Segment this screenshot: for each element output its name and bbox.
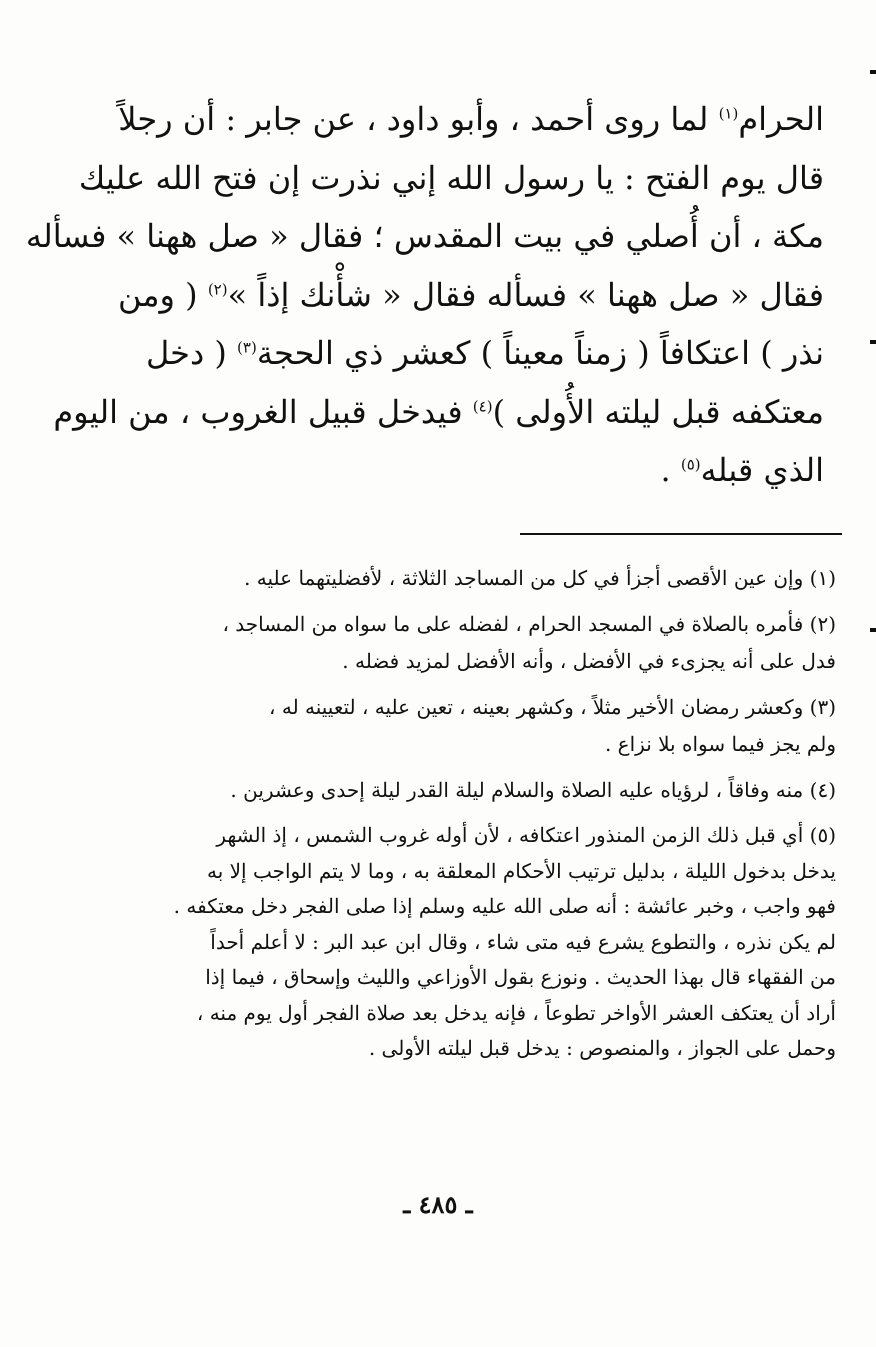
footnote-line: (٢) فأمره بالصلاة في المسجد الحرام ، لفضله على ما سواه من المساجد ، bbox=[222, 612, 836, 636]
footnote-ref-1[interactable]: (١) bbox=[718, 104, 739, 123]
footnote-ref-5[interactable]: (٥) bbox=[680, 455, 701, 474]
footnote-line: (٤) منه وفاقاً ، لرؤياه عليه الصلاة والسلام ليلة القدر ليلة إحدى وعشرين . bbox=[230, 778, 836, 802]
margin-mark-top bbox=[870, 70, 876, 74]
footnote-line: (٣) وكعشر رمضان الأخير مثلاً ، وكشهر بعينه ، تعين عليه ، لتعيينه له ، bbox=[269, 695, 836, 719]
footnote-divider bbox=[520, 533, 842, 535]
footnote-line: (٥) أي قبل ذلك الزمن المنذور اعتكافه ، لأن أوله غروب الشمس ، إذ الشهر bbox=[216, 823, 836, 847]
main-text-line: نذر ) اعتكافاً ( زمناً معيناً ) كعشر ذي الحجة$^{(٣)}$ ( دخل bbox=[145, 334, 824, 372]
footnote-ref-4[interactable]: (٤) bbox=[472, 396, 493, 415]
footnote-line: ولم يجز فيما سواه بلا نزاع . bbox=[604, 732, 836, 756]
footnote-line: لم يكن نذره ، والتطوع يشرع فيه متى شاء ، وقال ابن عبد البر : لا أعلم أحداً bbox=[210, 929, 836, 954]
main-text-line: معتكفه قبل ليلته الأُولى )$^{(٤)}$ فيدخل قبيل الغروب ، من اليوم bbox=[53, 392, 824, 431]
footnotes-section bbox=[108, 560, 836, 1076]
footnote-line: وحمل على الجواز ، والمنصوص : يدخل قبل ليلته الأولى . bbox=[368, 1036, 836, 1060]
page-number: ـ ٤٨٥ ـ bbox=[403, 1190, 473, 1219]
footnote-line: أراد أن يعتكف العشر الأواخر تطوعاً ، فإنه يدخل بعد صلاة الفجر أول يوم منه ، bbox=[196, 1000, 836, 1025]
footnote-line: يدخل بدخول الليلة ، بدليل ترتيب الأحكام المعلقة به ، وما لا يتم الواجب إلا به bbox=[206, 858, 836, 883]
footnote-4 bbox=[108, 772, 836, 809]
footnote-line: من الفقهاء قال بهذا الحديث . ونوزع بقول الأوزاعي والليث وإسحاق ، فيما إذا bbox=[205, 965, 836, 989]
main-text-line: مكة ، أن أُصلي في بيت المقدس ؛ فقال « صل ههنا » فسأله bbox=[25, 217, 824, 255]
margin-mark-lower bbox=[870, 628, 876, 632]
footnote-3 bbox=[108, 689, 836, 763]
footnote-5 bbox=[108, 818, 836, 1067]
footnote-ref-2[interactable]: (٢) bbox=[207, 279, 228, 298]
footnote-line: فهو واجب ، وخبر عائشة : أنه صلى الله عليه وسلم إذا صلى الفجر دخل معتكفه . bbox=[173, 894, 836, 918]
footnote-ref-3[interactable]: (٣) bbox=[237, 338, 257, 357]
main-text-line: فقال « صل ههنا » فسأله فقال « شأْنك إذاً »$^{(٢)}$ ( ومن bbox=[118, 275, 824, 314]
footnote-line: (١) وإن عين الأقصى أجزأ في كل من المساجد الثلاثة ، لأفضليتهما عليه . bbox=[244, 566, 836, 590]
footnote-line: فدل على أنه يجزىء في الأفضل ، وأنه الأفضل لمزيد فضله . bbox=[342, 649, 836, 673]
main-text-line: الذي قبله$^{(٥)}$ . bbox=[660, 451, 824, 489]
main-body-text bbox=[25, 90, 824, 500]
main-text-line: قال يوم الفتح : يا رسول الله إني نذرت إن فتح الله عليك bbox=[78, 158, 824, 197]
footnote-2 bbox=[108, 606, 836, 680]
footnote-1 bbox=[108, 560, 836, 597]
margin-mark-middle bbox=[870, 340, 876, 344]
main-text-line: الحرام$^{(١)}$ لما روى أحمد ، وأبو داود ، عن جابر : أن رجلاً bbox=[118, 100, 824, 138]
